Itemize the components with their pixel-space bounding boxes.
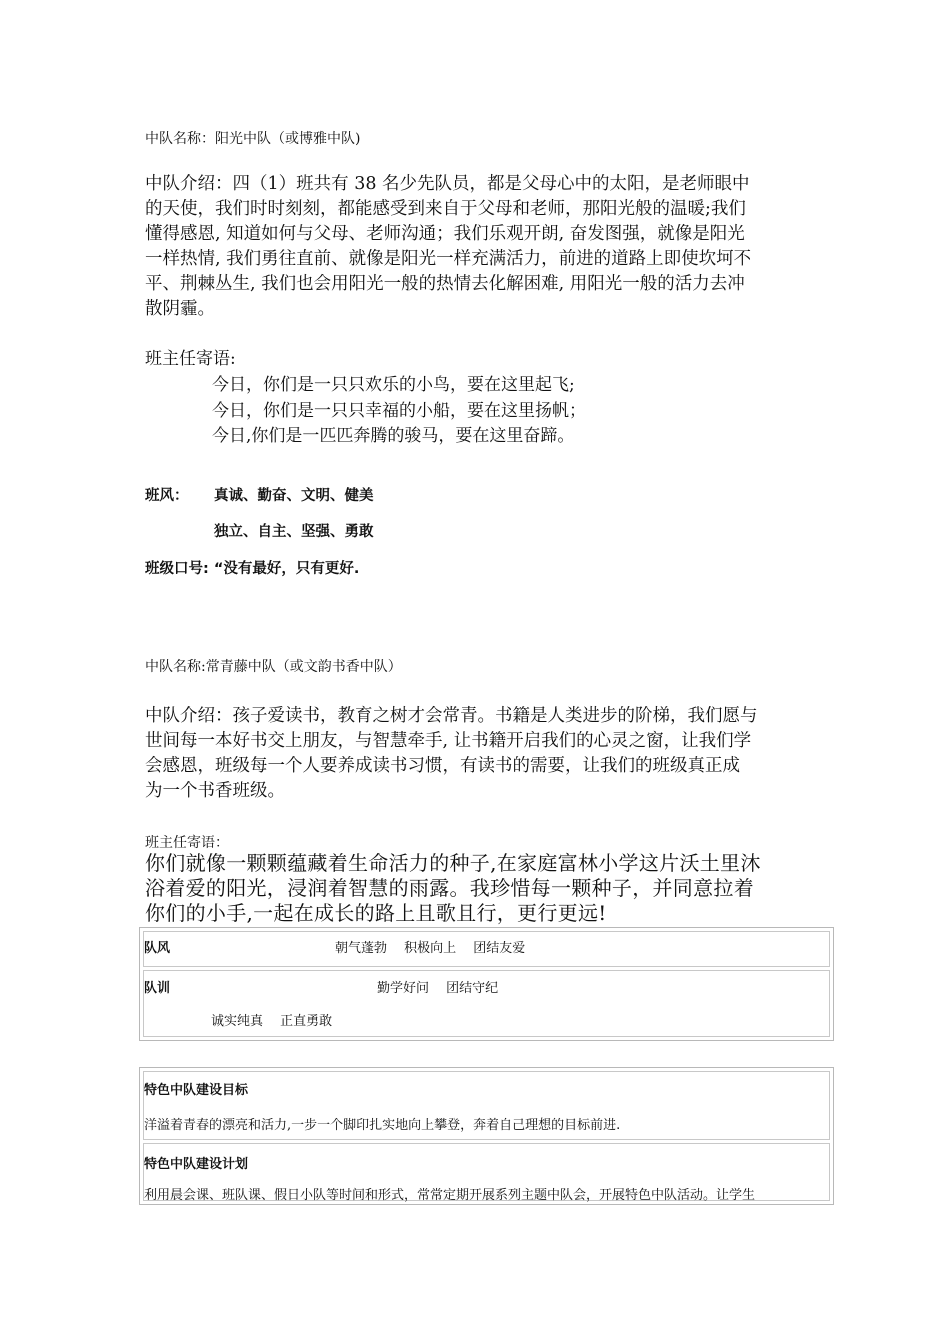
squad-motto-value: 勤学好问 团结守纪 (377, 981, 499, 996)
intro-line: 的天使，我们时时刻刻，都能感受到来自于父母和老师，那阳光般的温暖;我们 (145, 199, 746, 219)
teacher-message-line: 浴着爱的阳光，浸润着智慧的雨露。我珍惜每一颗种子，并同意拉着 (145, 876, 754, 900)
section2-teacher-message (145, 851, 825, 926)
intro-line: 一样热情, 我们勇往直前、就像是阳光一样充满活力，前进的道路上即使坎坷不 (145, 249, 752, 269)
squad-style-value: 朝气蓬勃 积极向上 团结友爱 (335, 941, 526, 956)
teacher-message-line: 今日，你们是一只只幸福的小船，要在这里扬帆； (212, 401, 586, 421)
teacher-message-line: 今日,你们是一匹匹奔腾的骏马，要在这里奋蹄。 (212, 426, 575, 446)
squad-motto-value: 诚实纯真 正直勇敢 (211, 1014, 333, 1029)
squad-motto-table (139, 927, 834, 1041)
section2-intro (145, 704, 815, 804)
construction-goal-text: 洋溢着青春的漂亮和活力,一步一个脚印扎实地向上攀登，奔着自己理想的目标前进. (144, 1118, 621, 1133)
teacher-message-line: 你们的小手,一起在成长的路上且歌且行，更行更远! (145, 901, 607, 925)
class-style-label: 班风： (145, 488, 189, 504)
intro-line: 中队介绍：孩子爱读书，教育之树才会常青。书籍是人类进步的阶梯，我们愿与 (145, 706, 758, 726)
intro-line: 为一个书香班级。 (145, 781, 285, 801)
intro-line: 会感恩，班级每一个人要养成读书习惯，有读书的需要，让我们的班级真正成 (145, 756, 740, 776)
intro-line: 世间每一本好书交上朋友，与智慧牵手, 让书籍开启我们的心灵之窗，让我们学 (145, 731, 752, 751)
section1-intro (145, 172, 815, 322)
construction-plan-label: 特色中队建设计划 (144, 1157, 249, 1172)
feature-squad-table (139, 1067, 834, 1205)
construction-plan-text: 利用晨会课、班队课、假日小队等时间和形式，常常定期开展系列主题中队会，开展特色中队活动。让学生 (144, 1188, 756, 1203)
squad-motto-label: 队训 (144, 981, 171, 996)
class-style-line: 独立、自主、坚强、勇敢 (214, 524, 374, 540)
construction-goal-label: 特色中队建设目标 (144, 1083, 249, 1098)
section1-teacher-label: 班主任寄语: (145, 349, 236, 369)
teacher-message-line: 今日，你们是一只只欢乐的小鸟，要在这里起飞; (212, 375, 575, 395)
teacher-message-line: 你们就像一颗颗蕴藏着生命活力的种子,在家庭富林小学这片沃土里沐 (145, 851, 761, 875)
intro-line: 平、荆棘丛生, 我们也会用阳光一般的热情去化解困难, 用阳光一般的活力去冲 (145, 274, 745, 294)
section2-teacher-label: 班主任寄语： (145, 835, 229, 851)
intro-line: 散阴霾。 (145, 299, 215, 319)
section2-name-line: 中队名称:常青藤中队（或文韵书香中队） (145, 659, 402, 675)
intro-line: 中队介绍：四（1）班共有 38 名少先队员，都是父母心中的太阳，是老师眼中 (145, 174, 750, 194)
section1-name-line: 中队名称：阳光中队（或博雅中队) (145, 131, 361, 147)
intro-line: 懂得感恩, 知道如何与父母、老师沟通；我们乐观开朗, 奋发图强，就像是阳光 (145, 224, 745, 244)
squad-style-label: 队风 (144, 941, 171, 956)
class-slogan: 班级口号: “没有最好，只有更好. (145, 561, 360, 577)
class-style-line: 真诚、勤奋、文明、健美 (214, 488, 374, 504)
